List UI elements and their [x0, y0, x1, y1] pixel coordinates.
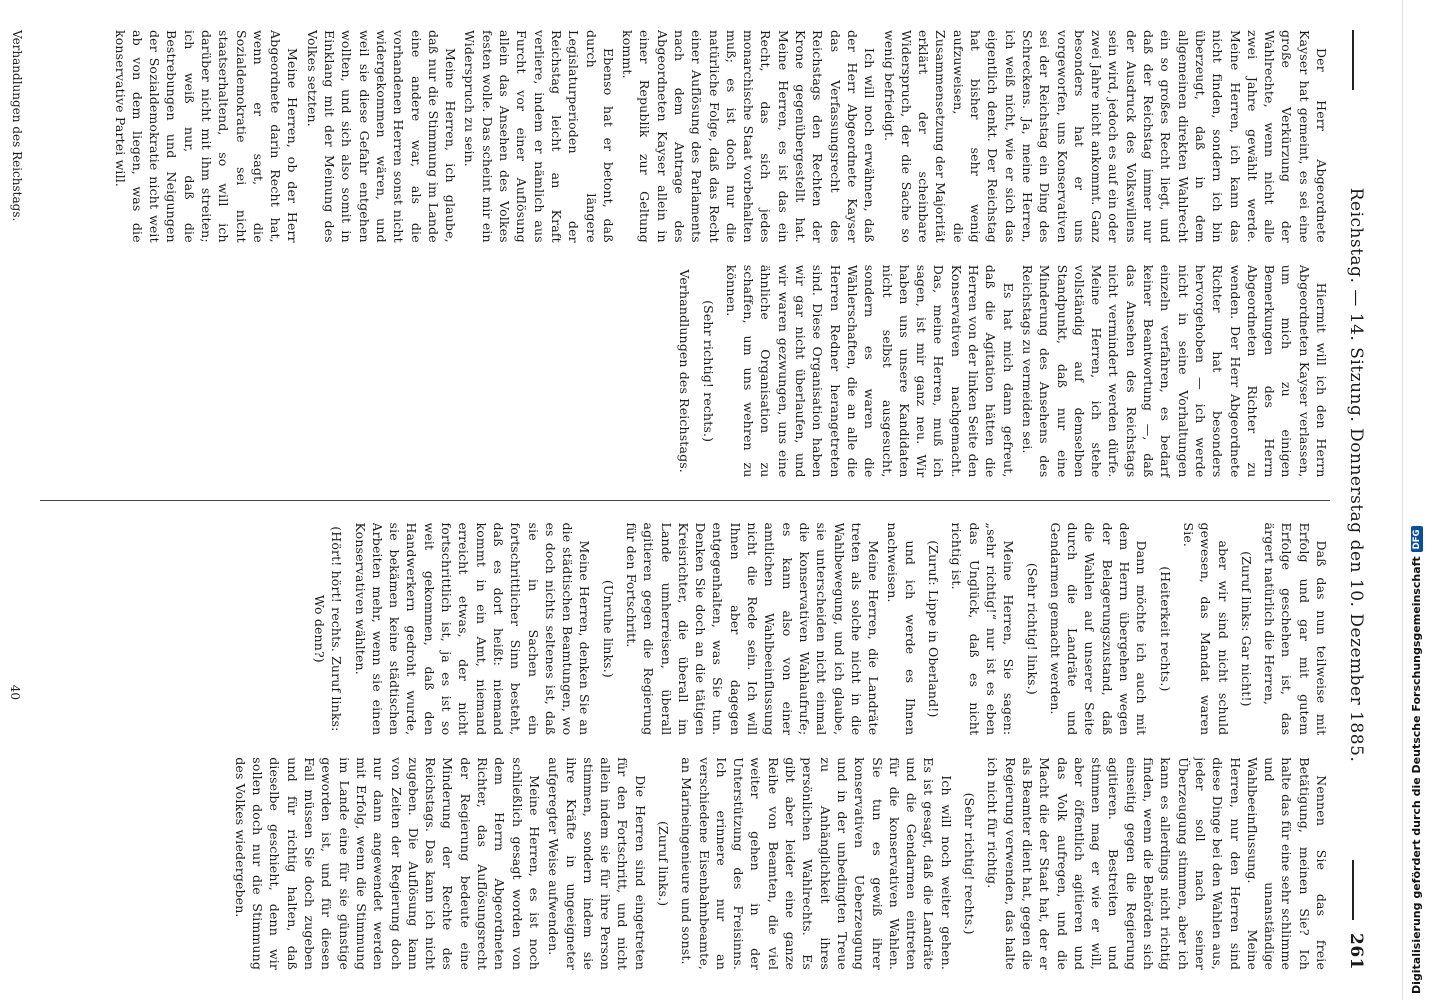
paragraph: Ich will noch erwähnen, daß der Herr Abgeordnete Kayser das Verfassungsrecht des Reichstags den Rechten der Krone gegenübergestellt hat. Meine Herren, es ist das ein Recht, das sich jedes monarchische Staat vorbehalten muß; es ist doch nur die natürliche Folge, daß das Recht einer Auflösung des Parlaments nach dem Antrage des Abgeordneten Kayser allein in einer Republik zur Geltung kommt. — [620, 30, 878, 243]
remark: (Hört! hört! rechts. Zuruf links: Wo denn?) — [311, 526, 345, 732]
remark: (Zuruf links.) — [656, 821, 672, 907]
header-rule-left — [1352, 30, 1354, 90]
paragraph: Meine Herren, ich glaube, daß nur die Stimmung im Lande eine andere war, als die vorhandenen Herren sonst nicht widergekommen wären, und weil sie diese Gefahr entgehen wollten, und sich also somit in Einklang mit der Meinung des Volkes setzten. — [304, 30, 459, 243]
paragraph: Nennen Sie das freie Betätigung, meinen Sie? Ich halte das für eine sehr schlimme und unanständige Wahlbeeinflussung. Meine Herren, nur den Herren sind diese Dinge bei den Wahlen aus, jeder soll nach seiner Überzeugung stimmen, aber ich kann es allerdings nicht richtig finden, wenn die Behörden sich einseitig gegen die Regierung agitieren. Bestreiten und stimmen mag er wie er will, aber öffentlich agitieren und das Volk aufregen, und die Macht die der Staat hat, der er als Beamter dient hat, gegen die Regierung verwenden, das halte ich nicht für richtig. — [985, 757, 1329, 970]
paragraph: Meine Herren, denken Sie an die städtischen Beamtungen, wo es doch nichts seltenes ist, daß sie in Sachen ein fortschrittlicher Sinn besteht, daß es dort heißt: niemand kommt in ein Amt, niemand erreicht etwas, der nicht fortschrittlich ist, ja es ist so weit gekommen, daß den Handwerkern gedroht wurde, sie bekämen keine städtischen Arbeiten mehr, wenn sie einen Konservativen wählten. — [352, 522, 593, 736]
paragraph: Meine Herren, ob der Herr Abgeordnete darin Recht hat, wenn er sagt, die Sozialdemokratie sei nicht staatserhaltend, so will ich darüber nicht mit ihm streiten; ich weiß nur, daß die Bestrebungen und Neigungen der Sozialdemokratie nicht weit ab von dem liegen, was die konservative Partei will. — [112, 30, 301, 243]
remark: (Heiterkeit rechts.) — [1157, 566, 1173, 692]
remark: (Zuruf links: Gar nicht!) — [1238, 551, 1254, 707]
paragraph: Meine Herren, die Landräte treten als solche nicht in die Wahlbewegung, und ich glaube, sie unterscheiden nicht einmal die konservativen Wahlaufrufe; es kann also von einer amtlichen Wahlbeeinflussung nicht die Rede sein. Ich will Ihnen aber dagegen entgegenhalten, was Sie tun. Denken Sie doch an die tätigen Kreisrichter, die überall im Lande umherreisen, überall agitieren gegen die Regierung für den Fortschritt. — [624, 522, 882, 736]
page-number: 261 — [1346, 933, 1366, 970]
column-4 — [40, 757, 1330, 970]
text-columns — [40, 30, 1330, 970]
page-header — [1336, 30, 1376, 970]
publication-footer: Verhandlungen des Reichstags. — [10, 30, 24, 222]
remark: (Zuruf: Lippe in Oberland!) — [926, 540, 942, 718]
sidebar-credit — [1410, 4, 1423, 994]
column-divider — [40, 500, 1330, 501]
paragraph: aber wir sind nicht schuld gewesen, das Mandat waren Sie. — [1180, 522, 1231, 736]
sheet-number: 40 — [8, 684, 22, 700]
paragraph: Daß das nun teilweise mit Erfolg und gar mit gutem Erfolge geschehen ist, das ärgert natürlich die Herren, — [1262, 522, 1329, 736]
paragraph: Meine Herren, Sie sagen: „sehr richtig!“ nur ist es eben das Unglück, daß es nicht richtig ist. — [949, 522, 1017, 736]
column-3 — [40, 523, 1330, 736]
digitization-sidebar — [1402, 0, 1432, 1000]
paragraph: Die Herren sind eingetreten für den Fortschritt, und nicht allein indem sie für ihre Person stimmen, sondern indem sie ihre Kräfte in ungeeigneter aufgeregter Weise aufwenden. — [546, 757, 648, 970]
header-rule-right — [1352, 860, 1354, 920]
paragraph: Es hat mich dann gefreut, daß die Agitation hätten die Herren von der linken Seite den Konservativen nachgemacht. Das, meine Herren, muß ich sagen, ist mir ganz neu. Wir haben uns unsere Kandidaten nicht selbst ausgesucht, sondern es waren die Wählerschaften, die an alle die Herren Redner herangetreten sind. Diese Organisation haben wir gar nicht überlaufen, und wir waren gezwungen, uns eine ähnliche Organisation zu schaffen, um uns wehren zu können. — [723, 264, 1016, 478]
paragraph: Meine Herren, es ist noch schließlich gesagt worden von dem Herrn Abgeordneten Richter, das Auflösungsrecht der Regierung bedeute eine Minderung der Rechte des Reichstags. Das kann ich nicht zugeben. Die Auflösung kann von Zeiten der Regierung doch nur dann angewendet werden mit Erfolg, wenn die Stimmung im Lande eine für sie günstige geworden ist, und für diesen Fall müssen Sie doch zugeben und für richtig halten, daß dieselbe geschieht, denn wir sollen doch nur die Stimmung des Volkes wiedergeben. — [232, 757, 542, 970]
paragraph: Der Herr Abgeordnete Kayser hat gemeint, es sei eine große Verkürzung der Wahlrechte, wenn nicht alle zwei Jahre gewählt werde. Meine Herren, ich kann das nicht finden, sondern ich bin überzeugt, daß in dem allgemeinen direkten Wahlrecht ein so großes Recht liegt, und daß der Reichstag immer nur der Ausdruck des Volkswillens sein wird, jedoch es auf ein oder zwei Jahre nicht ankommt. Ganz besonders hat er uns vorgeworfen, uns Konservativen sei der Reichstag ein Ding des Schreckens. Ja, meine Herren, ich weiß nicht, wie er sich das eigentlich denkt. Der Reichstag hat bisher sehr wenig aufzuweisen, die Zusammensetzung der Majorität erklärt der scheinbare Widerspruch, der die Sache so wenig befriedigt. — [881, 30, 1329, 243]
sidebar-credit-text: Digitalisierung gefördert durch die Deutsche Forschungsgemeinschaft — [1410, 556, 1423, 994]
remark: (Unruhe links.) — [600, 579, 616, 678]
page-title: Reichstag. — 14. Sitzung. Donnerstag den 10. Dezember 1885. — [1346, 187, 1366, 763]
paragraph: Hiermit will ich den Herrn Abgeordneten Kayser verlassen, um mich zu einigen Bemerkungen des Herrn Abgeordneten Richter zu wenden. Der Herr Abgeordnete Richter hat besonders hervorgehoben — ich werde nicht in seine Vorhaltungen einzeln verfahren, es bedarf keiner Beantwortung —, daß das Ansehen des Reichstags nicht vermindert werden dürfe. Meine Herren, ich stehe vollständig auf demselben Standpunkt, daß nur eine Minderung des Ansehens des Reichstags zu vermeiden sei. — [1019, 264, 1329, 478]
column-2 — [40, 265, 1330, 478]
dfg-logo-icon: DFG — [1411, 526, 1423, 552]
remark: (Sehr richtig! rechts.) — [700, 300, 716, 443]
column-1 — [40, 30, 1330, 243]
remark: (Sehr richtig! rechts.) — [962, 792, 978, 935]
section-footer-note: Verhandlungen des Reichstags. — [677, 269, 693, 473]
paragraph: Ebenso hat er betont, daß durch längere Legislaturperioden der Reichstag leicht an Kraft verliere, indem er nämlich aus Furcht vor einer Auflösung allein das Ansehen des Volkes festen wolle. Das scheint mir ein Widerspruch zu sein. — [462, 30, 616, 243]
paragraph: und ich werde es Ihnen nachweisen. — [885, 522, 918, 736]
paragraph: Dann möchte ich auch mit dem Herrn übergehen wegen der Belagerungszustand, daß die Wahlen auf unserer Seite durch die Landräte und Gendarmen gemacht werden. — [1047, 522, 1150, 736]
remark: (Sehr richtig! links.) — [1024, 562, 1040, 695]
paragraph: Ich will noch weiter gehen. Es ist gesagt, daß die Landräte und die Gendarmen eintreten für die konservativen Wahlen. Sie tun es gewiß ihrer konservativen Ueberzeugung und in der unbedingten Treue zu Anhänglichkeit ihres persönlichen Wahlrechts. Es gibt aber leider eine ganze Reihe von Beamten, die viel weiter gehen in der Unterstützung des Freisinns. Ich erinnere nur an verschiedene Eisenbahnbeamte, an Marineingenieure und sonst. — [679, 757, 954, 970]
